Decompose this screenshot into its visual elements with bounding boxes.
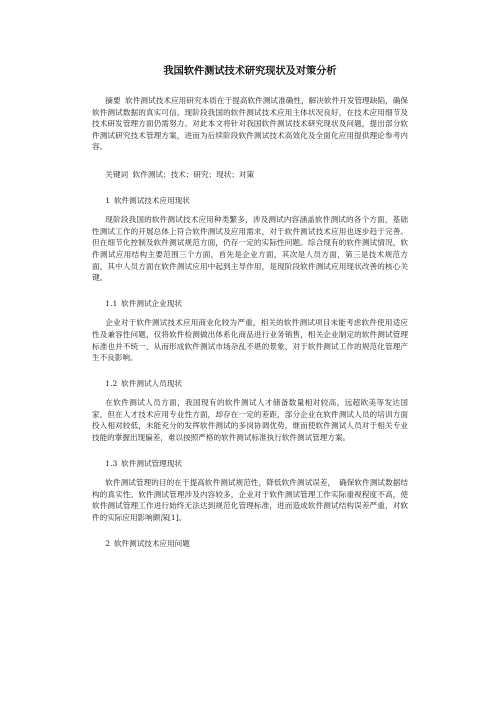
section-1-1 [92,298,408,364]
section-heading [92,378,408,390]
section-heading [92,298,408,310]
section-1-3 [92,458,408,524]
section-title: 软件测试企业现状 [121,298,182,308]
section-paragraph: 在软件测试人员方面，我国现有的软件测试人才储备数量相对较高，远超欧美等发达国家，但在人才技术应用专业性方面，却存在一定的差距，部分企业在软件测试人员的培训方面投入相对较低，未能充分的发挥软件测试的多岗协调优势，继而使软件测试人员对于相关专业技能的掌握出现偏差，难以按照严格的软件测试标准执行软件测试管理方案。 [92,398,408,443]
document-title: 我国软件测试技术研究现状及对策分析 [163,66,337,77]
keywords-text: 软件测试；技术；研究；现状；对策 [132,169,255,179]
section-number: 1.3 [105,458,118,468]
section-2 [92,538,408,550]
section-paragraph: 企业对于软件测试技术应用商业化较为严重，相关的软件测试项目未能考虑软件使用适应性及兼容性问题，仅将软件检测做出体系化商品进行业务销售，相关企业制定的软件测试管理标准也并不统一，从而形成软件测试市场杂乱不堪的景象，对于软件测试工作的规范化管理产生不良影响。 [92,318,408,363]
keywords [92,169,408,181]
section-paragraph: 软件测试管理的目的在于提高软件测试规范性，降低软件测试误差， 确保软件测试数据结构的真实性。软件测试管理涉及内容较多，企业对于软件测试管理工作实际重视程度不高，使软件测试管理工作进行始终无法达到规范化管理标准，进而造成软件测试结构误差严重，对软件的实际应用影响颇深[1]。 [92,478,408,523]
keywords-label: 关键词 [105,169,129,179]
section-number: 1.2 [105,378,118,388]
section-heading [92,538,408,550]
section-number: 1.1 [105,298,118,308]
abstract-text: 软件测试技术应用研究本质在于提高软件测试准确性，解决软件开发管理缺陷，确保软件测试数据的真实可信。现阶段我国的软件测试技术应用主体状况良好，在技术应用细节及技术研发管理方面仍需努力。对此本文将针对我国软件测试技术研究现状及问题，提出部分软件测试研究技术管理方案，进而为后续阶段软件测试技术高效化及全面化应用提供理论参考内容。 [92,96,408,152]
section-1 [92,195,408,284]
section-title: 软件测试人员现状 [121,378,182,388]
section-number: 2 [105,538,111,548]
section-title: 软件测试技术应用现状 [113,195,190,205]
section-title: 软件测试管理现状 [121,458,182,468]
section-heading [92,195,408,207]
abstract [92,95,408,153]
section-paragraph: 现阶段我国的软件测试技术应用种类繁多，涉及测试内容涵盖软件测试的各个方面，基础性测试工作的开展总体上符合软件测试及应用需求，对于软件测试技术应用也逐步趋于完善。但在细节化控制及软件测试规范方面，仍存一定的实际性问题。综合现有的软件测试情况，软件测试应用结构主要范围三个方面，首先是企业方面，其次是人员方面，第三是技术规范方面，其中人员方面在软件测试应用中起到主导作用，是现阶段软件测试应用现状改善的核心关键。 [92,215,408,283]
section-title: 软件测试技术应用问题 [113,538,190,548]
section-heading [92,458,408,470]
section-1-2 [92,378,408,444]
section-number: 1 [105,195,111,205]
abstract-label: 摘要 [105,96,121,105]
